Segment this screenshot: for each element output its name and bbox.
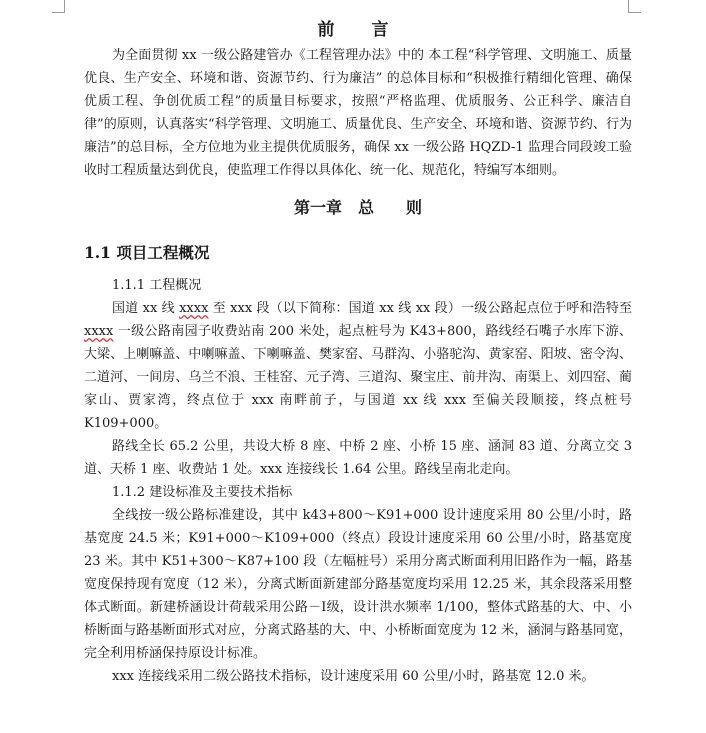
page-corner-mark-left (52, 0, 65, 13)
document-page (84, 16, 632, 688)
overview-text-1: 国道 xx 线 (112, 301, 180, 316)
spellcheck-marked-word: xxxx (179, 301, 209, 316)
standards-paragraph: 全线按一级公路标准建设，其中 k43+800～K91+000 设计速度采用 80 公里/小时，路基宽度 24.5 米；K91+000～K109+000（终点）段设计速度采用 60 公里/小时，路基宽度 23 米。其中 K51+300～K87+100 段（左幅桩号）采用分离式断面利用旧路作为一幅，路基宽度保持现有宽度（12 米），分离式断面新建部分路基宽度均采用 12.25 米，其余段落采用整体式断面。新建桥涵设计荷载采用公路－Ⅰ级，设计洪水频率 1/100，整体式路基的大、中、小桥断面与路基断面形式对应，分离式路基的大、中、小桥断面宽度为 12 米，涵洞与路基同宽，完全利用桥涵保持原设计标准。 (84, 508, 632, 661)
preface-title: 前 言 (317, 20, 399, 40)
route-length-paragraph: 路线全长 65.2 公里，共设大桥 8 座、中桥 2 座、小桥 15 座、涵洞 83 道、分离立交 3 道、天桥 1 座、收费站 1 处。xxx 连接线长 1.64 公里。路线呈南北走向。 (84, 439, 632, 477)
preface-paragraph: 为全面贯彻 xx 一级公路建管办《工程管理办法》中的 本工程“科学管理、文明施工、质量优良、生产安全、环境和谐、资源节约、行为廉洁” 的总体目标和“积极推行精细化管理、确保优质工程、争创优质工程”的质量目标要求，按照“严格监理、优质服务、公正科学、廉洁自律”的原则，认真落实“科学管理、文明施工、质量优良、生产安全、环境和谐、资源节约、行为廉洁”的总目标，全方位地为业主提供优质服务，确保 xx 一级公路 HQZD-1 监理合同段竣工验收时工程质量达到优良，使监理工作得以具体化、统一化、规范化，特编写本细则。 (84, 48, 632, 178)
spellcheck-marked-word: xxxx (84, 324, 114, 339)
subsection-heading-1-1-2: 1.1.2 建设标准及主要技术指标 (112, 485, 293, 500)
connector-line-paragraph: xxx 连接线采用二级公路技术指标，设计速度采用 60 公里/小时，路基宽 12.0 米。 (112, 669, 595, 684)
page-corner-mark-right (628, 0, 641, 13)
chapter-title: 第一章 总 则 (293, 198, 422, 217)
section-heading: 1.1 项目工程概况 (84, 243, 210, 262)
project-overview-paragraph (84, 297, 632, 435)
overview-text-3: 一级公路南园子收费站南 200 米处，起点桩号为 K43+800，路线经石嘴子水库下游、大梁、上喇嘛盖、中喇嘛盖、下喇嘛盖、樊家窑、马群沟、小骆驼沟、黄家窑、阳坡、密令沟、二道河、一间房、乌兰不浪、王桂窑、元子湾、三道沟、聚宝庄、前井沟、南渠上、刘四窑、蔺家山、贾家湾，终点位于 xxx 南畔前子，与国道 xx 线 xxx 至偏关段顺接，终点桩号 K109+000。 (84, 324, 632, 431)
overview-text-2: 至 xxx 段（以下简称：国道 xx 线 xx 段）一级公路起点位于呼和浩特至 (208, 301, 633, 316)
subsection-heading-1-1-1: 1.1.1 工程概况 (112, 278, 202, 293)
